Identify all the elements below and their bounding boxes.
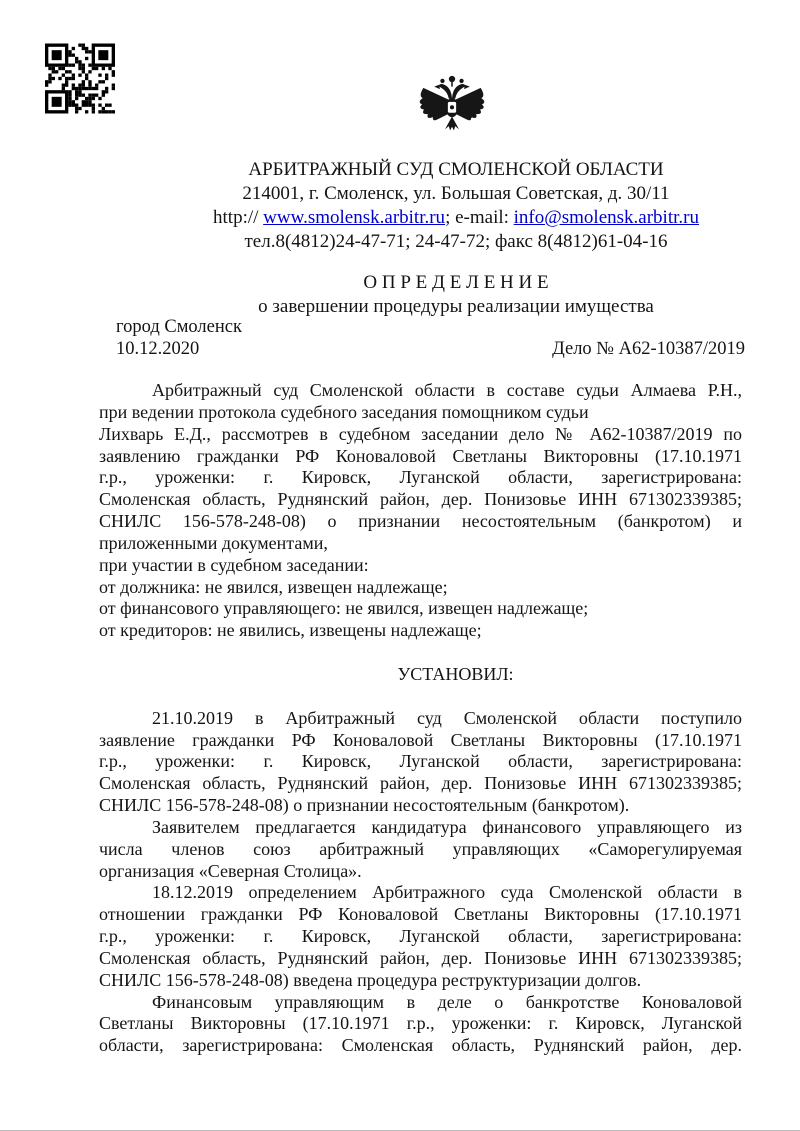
body-line: Смоленская область, Руднянский район, дер. Понизовье ИНН 671302339385;	[99, 947, 742, 968]
document-body	[99, 380, 742, 1057]
email-separator: ; e-mail:	[445, 207, 514, 228]
case-number: Дело № А62-10387/2019	[552, 339, 745, 359]
blank-line	[99, 686, 742, 708]
body-line: заявлению гражданки РФ Коноваловой Светланы Викторовны (17.10.1971	[99, 445, 742, 466]
document-subtitle: о завершении процедуры реализации имущества	[258, 296, 654, 317]
date-label: 10.12.2020	[116, 339, 200, 359]
body-line: СНИЛС 156-578-248-08) введена процедура реструктуризации долгов.	[99, 969, 642, 990]
body-line: Заявителем предлагается кандидатура финансового управляющего из	[152, 816, 742, 837]
body-line: СНИЛС 156-578-248-08) о признании несостоятельным (банкротом).	[99, 795, 630, 816]
body-line: приложенными документами,	[99, 532, 328, 553]
website-link[interactable]: www.smolensk.arbitr.ru	[263, 207, 446, 228]
body-line: Светланы Викторовны (17.10.1971 г.р., уроженки: г. Кировск, Луганской	[99, 1013, 742, 1034]
body-line: 18.12.2019 определением Арбитражного суда Смоленской области в	[152, 882, 742, 903]
court-header	[56, 158, 800, 254]
title-block	[56, 271, 800, 319]
email-link[interactable]: info@smolensk.arbitr.ru	[513, 207, 699, 228]
blank-line	[99, 642, 742, 664]
document-title: О П Р Е Д Е Л Е Н И Е	[363, 272, 549, 293]
city-label: город Смоленск	[116, 317, 242, 337]
court-phone-line: тел.8(4812)24-47-71; 24-47-72; факс 8(4812)61-04-16	[244, 231, 668, 252]
web-prefix: http://	[213, 207, 264, 228]
body-line: от должника: не явился, извещен надлежаще;	[99, 576, 448, 597]
coat-of-arms-icon	[413, 72, 491, 142]
body-line: г.р., уроженки: г. Кировск, Луганской области, зарегистрирована:	[99, 467, 742, 488]
body-line: Лихварь Е.Д., рассмотрев в судебном заседании дело № А62-10387/2019 по	[99, 423, 742, 444]
body-line: при ведении протокола судебного заседания помощником судьи	[99, 401, 589, 422]
body-line: Смоленская область, Руднянский район, дер. Понизовье ИНН 671302339385;	[99, 773, 742, 794]
body-line: г.р., уроженки: г. Кировск, Луганской области, зарегистрирована:	[99, 926, 742, 947]
body-line: Арбитражный суд Смоленской области в составе судьи Алмаева Р.Н.,	[152, 380, 742, 400]
body-line: при участии в судебном заседании:	[99, 554, 369, 575]
qr-code	[45, 42, 115, 115]
body-line: от кредиторов: не явились, извещены надлежаще;	[99, 620, 482, 641]
body-line: числа членов союз арбитражный управляющих «Саморегулируемая	[99, 838, 742, 859]
section-heading: УСТАНОВИЛ:	[397, 663, 514, 684]
body-line: Смоленская область, Руднянский район, дер. Понизовье ИНН 671302339385;	[99, 489, 742, 510]
court-contacts-line	[56, 206, 800, 230]
body-line: Финансовым управляющим в деле о банкротстве Коноваловой	[152, 991, 742, 1012]
body-line: отношении гражданки РФ Коноваловой Светланы Викторовны (17.10.1971	[99, 904, 742, 925]
court-name: АРБИТРАЖНЫЙ СУД СМОЛЕНСКОЙ ОБЛАСТИ	[248, 159, 664, 180]
body-line: заявление гражданки РФ Коноваловой Светланы Викторовны (17.10.1971	[99, 729, 742, 750]
body-line: области, зарегистрирована: Смоленская область, Руднянский район, дер.	[99, 1035, 742, 1056]
court-address: 214001, г. Смоленск, ул. Большая Советская, д. 30/11	[242, 183, 670, 204]
body-line: СНИЛС 156-578-248-08) о признании несостоятельным (банкротом) и	[99, 511, 742, 532]
body-line: 21.10.2019 в Арбитражный суд Смоленской области поступило	[152, 707, 742, 728]
body-line: от финансового управляющего: не явился, извещен надлежаще;	[99, 598, 589, 619]
body-line: г.р., уроженки: г. Кировск, Луганской области, зарегистрирована:	[99, 751, 742, 772]
body-line: организация «Северная Столица».	[99, 860, 362, 881]
